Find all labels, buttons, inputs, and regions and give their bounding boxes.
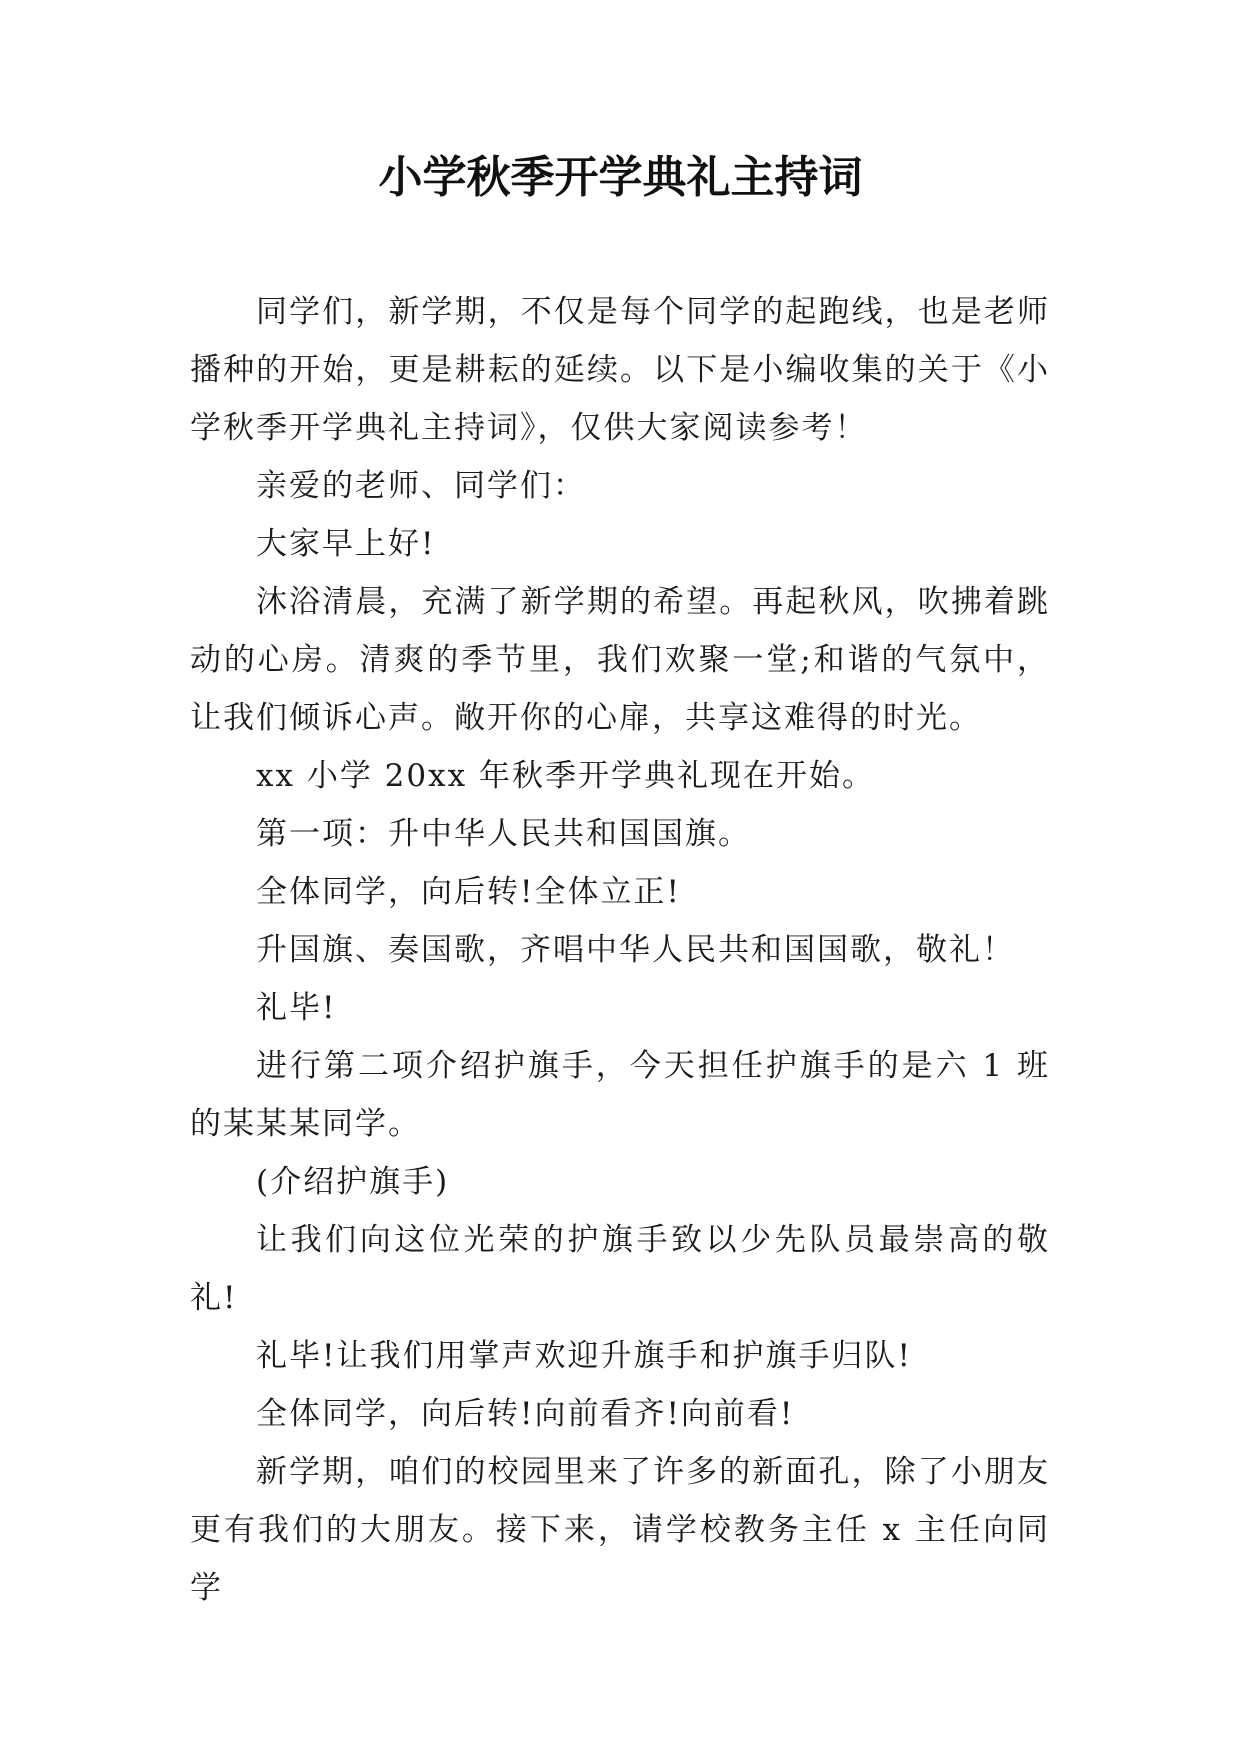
paragraph: 礼毕! [256,990,337,1026]
paragraph: 大家早上好! [256,526,436,562]
paragraph: 沐浴清晨，充满了新学期的希望。再起秋风，吹拂着跳动的心房。清爽的季节里，我们欢聚一堂;和谐的气氛中，让我们倾诉心声。敞开你的心扉，共享这难得的时光。 [190,584,1050,736]
paragraph: xx 小学 20xx 年秋季开学典礼现在开始。 [256,758,875,794]
paragraph: (介绍护旗手) [256,1164,450,1200]
paragraph: 礼毕!让我们用掌声欢迎升旗手和护旗手归队! [256,1338,912,1374]
paragraph: 全体同学，向后转!全体立正! [256,874,681,910]
paragraph: 新学期，咱们的校园里来了许多的新面孔，除了小朋友更有我们的大朋友。接下来，请学校教务主任 x 主任向同学 [190,1454,1050,1606]
document-body [190,283,1050,1617]
paragraph: 亲爱的老师、同学们： [256,468,586,504]
paragraph: 进行第二项介绍护旗手，今天担任护旗手的是六 1 班的某某某同学。 [190,1048,1050,1142]
paragraph: 同学们，新学期，不仅是每个同学的起跑线，也是老师播种的开始，更是耕耘的延续。以下是小编收集的关于《小学秋季开学典礼主持词》，仅供大家阅读参考！ [190,294,1050,446]
document-title: 小学秋季开学典礼主持词 [378,152,863,203]
paragraph: 第一项：升中华人民共和国国旗。 [256,816,751,852]
paragraph: 升国旗、奏国歌，齐唱中华人民共和国国歌，敬礼！ [256,932,1015,968]
paragraph: 让我们向这位光荣的护旗手致以少先队员最崇高的敬礼! [190,1222,1050,1316]
paragraph: 全体同学，向后转!向前看齐!向前看! [256,1396,795,1432]
